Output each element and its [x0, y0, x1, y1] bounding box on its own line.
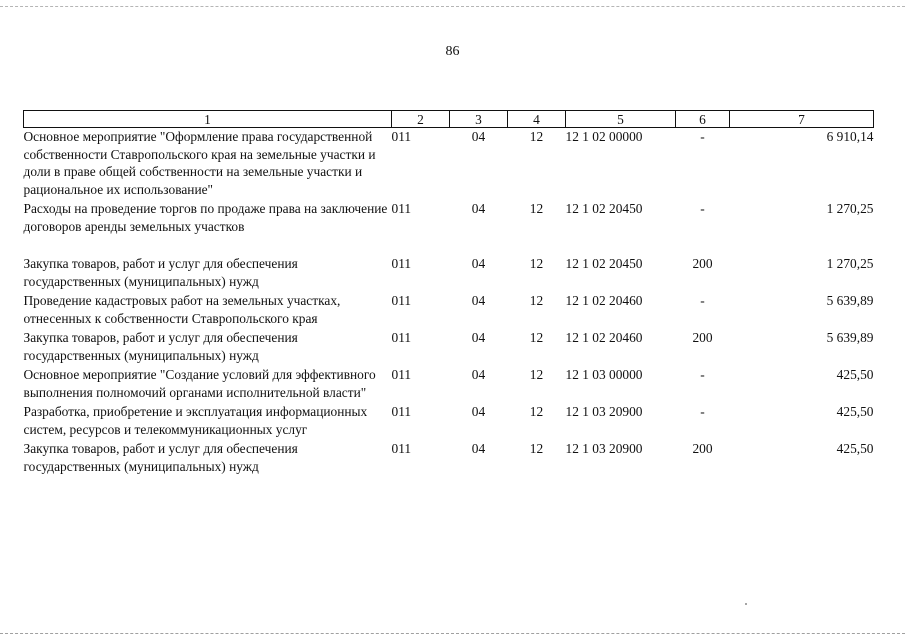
cell-amount: 425,50 [836, 367, 874, 382]
row-name: Закупка товаров, работ и услуг для обеспечения государственных (муниципальных) нужд [23, 256, 298, 289]
cell-target-article: 12 1 02 20450 [565, 256, 643, 271]
budget-table [23, 110, 874, 477]
row-name: Закупка товаров, работ и услуг для обеспечения государственных (муниципальных) нужд [23, 330, 298, 363]
cell-section: 04 [471, 293, 486, 308]
cell-target-article: 12 1 02 00000 [565, 129, 643, 144]
cell-ministry: 011 [391, 256, 412, 271]
column-header: 6 [676, 111, 730, 128]
table-row [24, 366, 874, 403]
cell-amount: 425,50 [836, 404, 874, 419]
cell-subsection: 12 [529, 256, 544, 271]
cell-ministry: 011 [391, 367, 412, 382]
cell-expense-type: - [700, 293, 705, 308]
cell-target-article: 12 1 02 20460 [565, 330, 643, 345]
cell-expense-type: 200 [692, 441, 713, 456]
cell-subsection: 12 [529, 201, 544, 216]
cell-expense-type: - [700, 129, 705, 144]
table-row [24, 292, 874, 329]
cell-ministry: 011 [391, 129, 412, 144]
cell-section: 04 [471, 256, 486, 271]
cell-section: 04 [471, 330, 486, 345]
row-name: Основное мероприятие "Оформление права государственной собственности Ставропольского края на земельные участки и доли в праве общей собственности на земельные участки и рациональное их использование" [23, 129, 376, 197]
table-row [24, 329, 874, 366]
cell-section: 04 [471, 201, 486, 216]
cell-expense-type: 200 [692, 256, 713, 271]
cell-target-article: 12 1 03 00000 [565, 367, 643, 382]
cell-amount: 1 270,25 [826, 201, 874, 216]
cell-subsection: 12 [529, 441, 544, 456]
row-name: Расходы на проведение торгов по продаже права на заключение договоров аренды земельных участков [23, 201, 388, 234]
table-row [24, 440, 874, 477]
cell-expense-type: - [700, 367, 705, 382]
column-header: 2 [392, 111, 450, 128]
cell-section: 04 [471, 129, 486, 144]
cell-expense-type: - [700, 201, 705, 216]
column-header: 3 [450, 111, 508, 128]
cell-section: 04 [471, 367, 486, 382]
cell-amount: 5 639,89 [826, 293, 874, 308]
table-row [24, 403, 874, 440]
cell-amount: 1 270,25 [826, 256, 874, 271]
page-number: 86 [445, 44, 460, 59]
table-header-row [24, 111, 874, 128]
cell-ministry: 011 [391, 404, 412, 419]
cell-expense-type: 200 [692, 330, 713, 345]
table-row [24, 255, 874, 292]
cell-subsection: 12 [529, 330, 544, 345]
row-name: Проведение кадастровых работ на земельных участках, отнесенных к собственности Ставропольского края [23, 293, 341, 326]
table-row [24, 200, 874, 255]
cell-target-article: 12 1 03 20900 [565, 441, 643, 456]
cell-section: 04 [471, 404, 486, 419]
cell-subsection: 12 [529, 367, 544, 382]
scan-edge-top [0, 6, 905, 7]
cell-subsection: 12 [529, 129, 544, 144]
cell-target-article: 12 1 03 20900 [565, 404, 643, 419]
cell-target-article: 12 1 02 20450 [565, 201, 643, 216]
row-name: Разработка, приобретение и эксплуатация информационных систем, ресурсов и телекоммуникационных услуг [23, 404, 368, 437]
row-name: Основное мероприятие "Создание условий для эффективного выполнения полномочий органами исполнительной власти" [23, 367, 376, 400]
cell-ministry: 011 [391, 330, 412, 345]
cell-amount: 425,50 [836, 441, 874, 456]
column-header: 4 [508, 111, 566, 128]
cell-expense-type: - [700, 404, 705, 419]
cell-subsection: 12 [529, 293, 544, 308]
scan-edge-bottom [0, 633, 905, 634]
cell-target-article: 12 1 02 20460 [565, 293, 643, 308]
cell-ministry: 011 [391, 293, 412, 308]
cell-subsection: 12 [529, 404, 544, 419]
cell-section: 04 [471, 441, 486, 456]
scan-speck [745, 603, 747, 605]
cell-ministry: 011 [391, 441, 412, 456]
column-header: 7 [730, 111, 874, 128]
column-header: 5 [566, 111, 676, 128]
cell-amount: 6 910,14 [826, 129, 874, 144]
cell-ministry: 011 [391, 201, 412, 216]
table-row [24, 128, 874, 201]
row-name: Закупка товаров, работ и услуг для обеспечения государственных (муниципальных) нужд [23, 441, 298, 474]
cell-amount: 5 639,89 [826, 330, 874, 345]
column-header: 1 [24, 111, 392, 128]
